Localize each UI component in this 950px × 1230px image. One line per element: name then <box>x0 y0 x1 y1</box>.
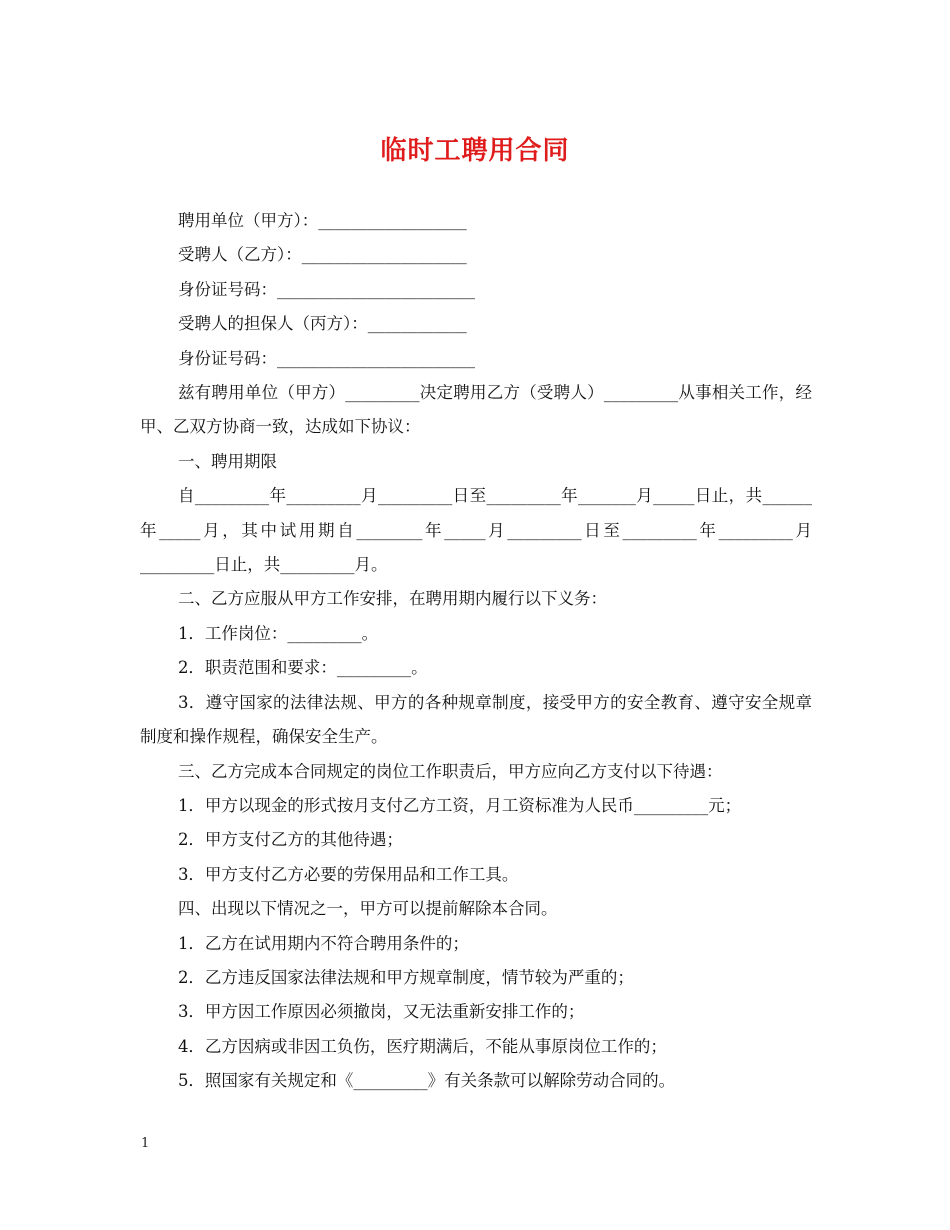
document-body <box>140 204 812 1099</box>
paragraph-employer: 聘用单位（甲方）：__________________ <box>177 211 467 230</box>
list-item-duty-1: 1．工作岗位：_________。 <box>177 623 379 643</box>
list-item-termination-1: 1．乙方在试用期内不符合聘用条件的； <box>177 933 469 953</box>
paragraph-employee-id: 身份证号码：________________________ <box>177 279 475 299</box>
paragraph-employee: 受聘人（乙方）：____________________ <box>177 245 467 265</box>
list-item-compensation-3: 3．甲方支付乙方必要的劳保用品和工作工具。 <box>177 864 519 884</box>
section-heading-compensation: 三、乙方完成本合同规定的岗位工作职责后，甲方应向乙方支付以下待遇： <box>177 761 723 781</box>
paragraph-intro: 兹有聘用单位（甲方）_________决定聘用乙方（受聘人）_________从事相关工作，经甲、乙双方协商一致，达成如下协议： <box>140 383 812 437</box>
page-number: 1 <box>141 1136 150 1151</box>
paragraph-guarantor: 受聘人的担保人（丙方）：____________ <box>177 314 467 334</box>
list-item-duty-2: 2．职责范围和要求：_________。 <box>177 658 428 678</box>
section-heading-term: 一、聘用期限 <box>177 451 277 471</box>
paragraph-term-dates: 自_________年_________月_________日至_________年_______月_____日止，共______年_____月，其中试用期自________年_____月_________日至_________年_________月_________日止，共_________月。 <box>140 486 812 575</box>
list-item-compensation-1: 1．甲方以现金的形式按月支付乙方工资，月工资标准为人民币_________元； <box>177 795 742 815</box>
list-item-termination-5: 5．照国家有关规定和《_________》有关条款可以解除劳动合同的。 <box>177 1071 676 1091</box>
section-heading-duties: 二、乙方应服从甲方工作安排，在聘用期内履行以下义务： <box>177 589 607 609</box>
section-heading-termination: 四、出现以下情况之一，甲方可以提前解除本合同。 <box>177 899 558 919</box>
list-item-termination-4: 4．乙方因病或非因工负伤，医疗期满后，不能从事原岗位工作的； <box>177 1036 667 1056</box>
paragraph-guarantor-id: 身份证号码：________________________ <box>177 348 475 368</box>
list-item-duty-3: 3．遵守国家的法律法规、甲方的各种规章制度，接受甲方的安全教育、遵守安全规章制度和操作规程，确保安全生产。 <box>140 692 812 747</box>
list-item-termination-3: 3．甲方因工作原因必须撤岗，又无法重新安排工作的； <box>177 1002 585 1022</box>
document-title: 临时工聘用合同 <box>380 136 570 166</box>
list-item-compensation-2: 2．甲方支付乙方的其他待遇； <box>177 830 403 850</box>
list-item-termination-2: 2．乙方违反国家法律法规和甲方规章制度，情节较为严重的； <box>177 967 634 987</box>
